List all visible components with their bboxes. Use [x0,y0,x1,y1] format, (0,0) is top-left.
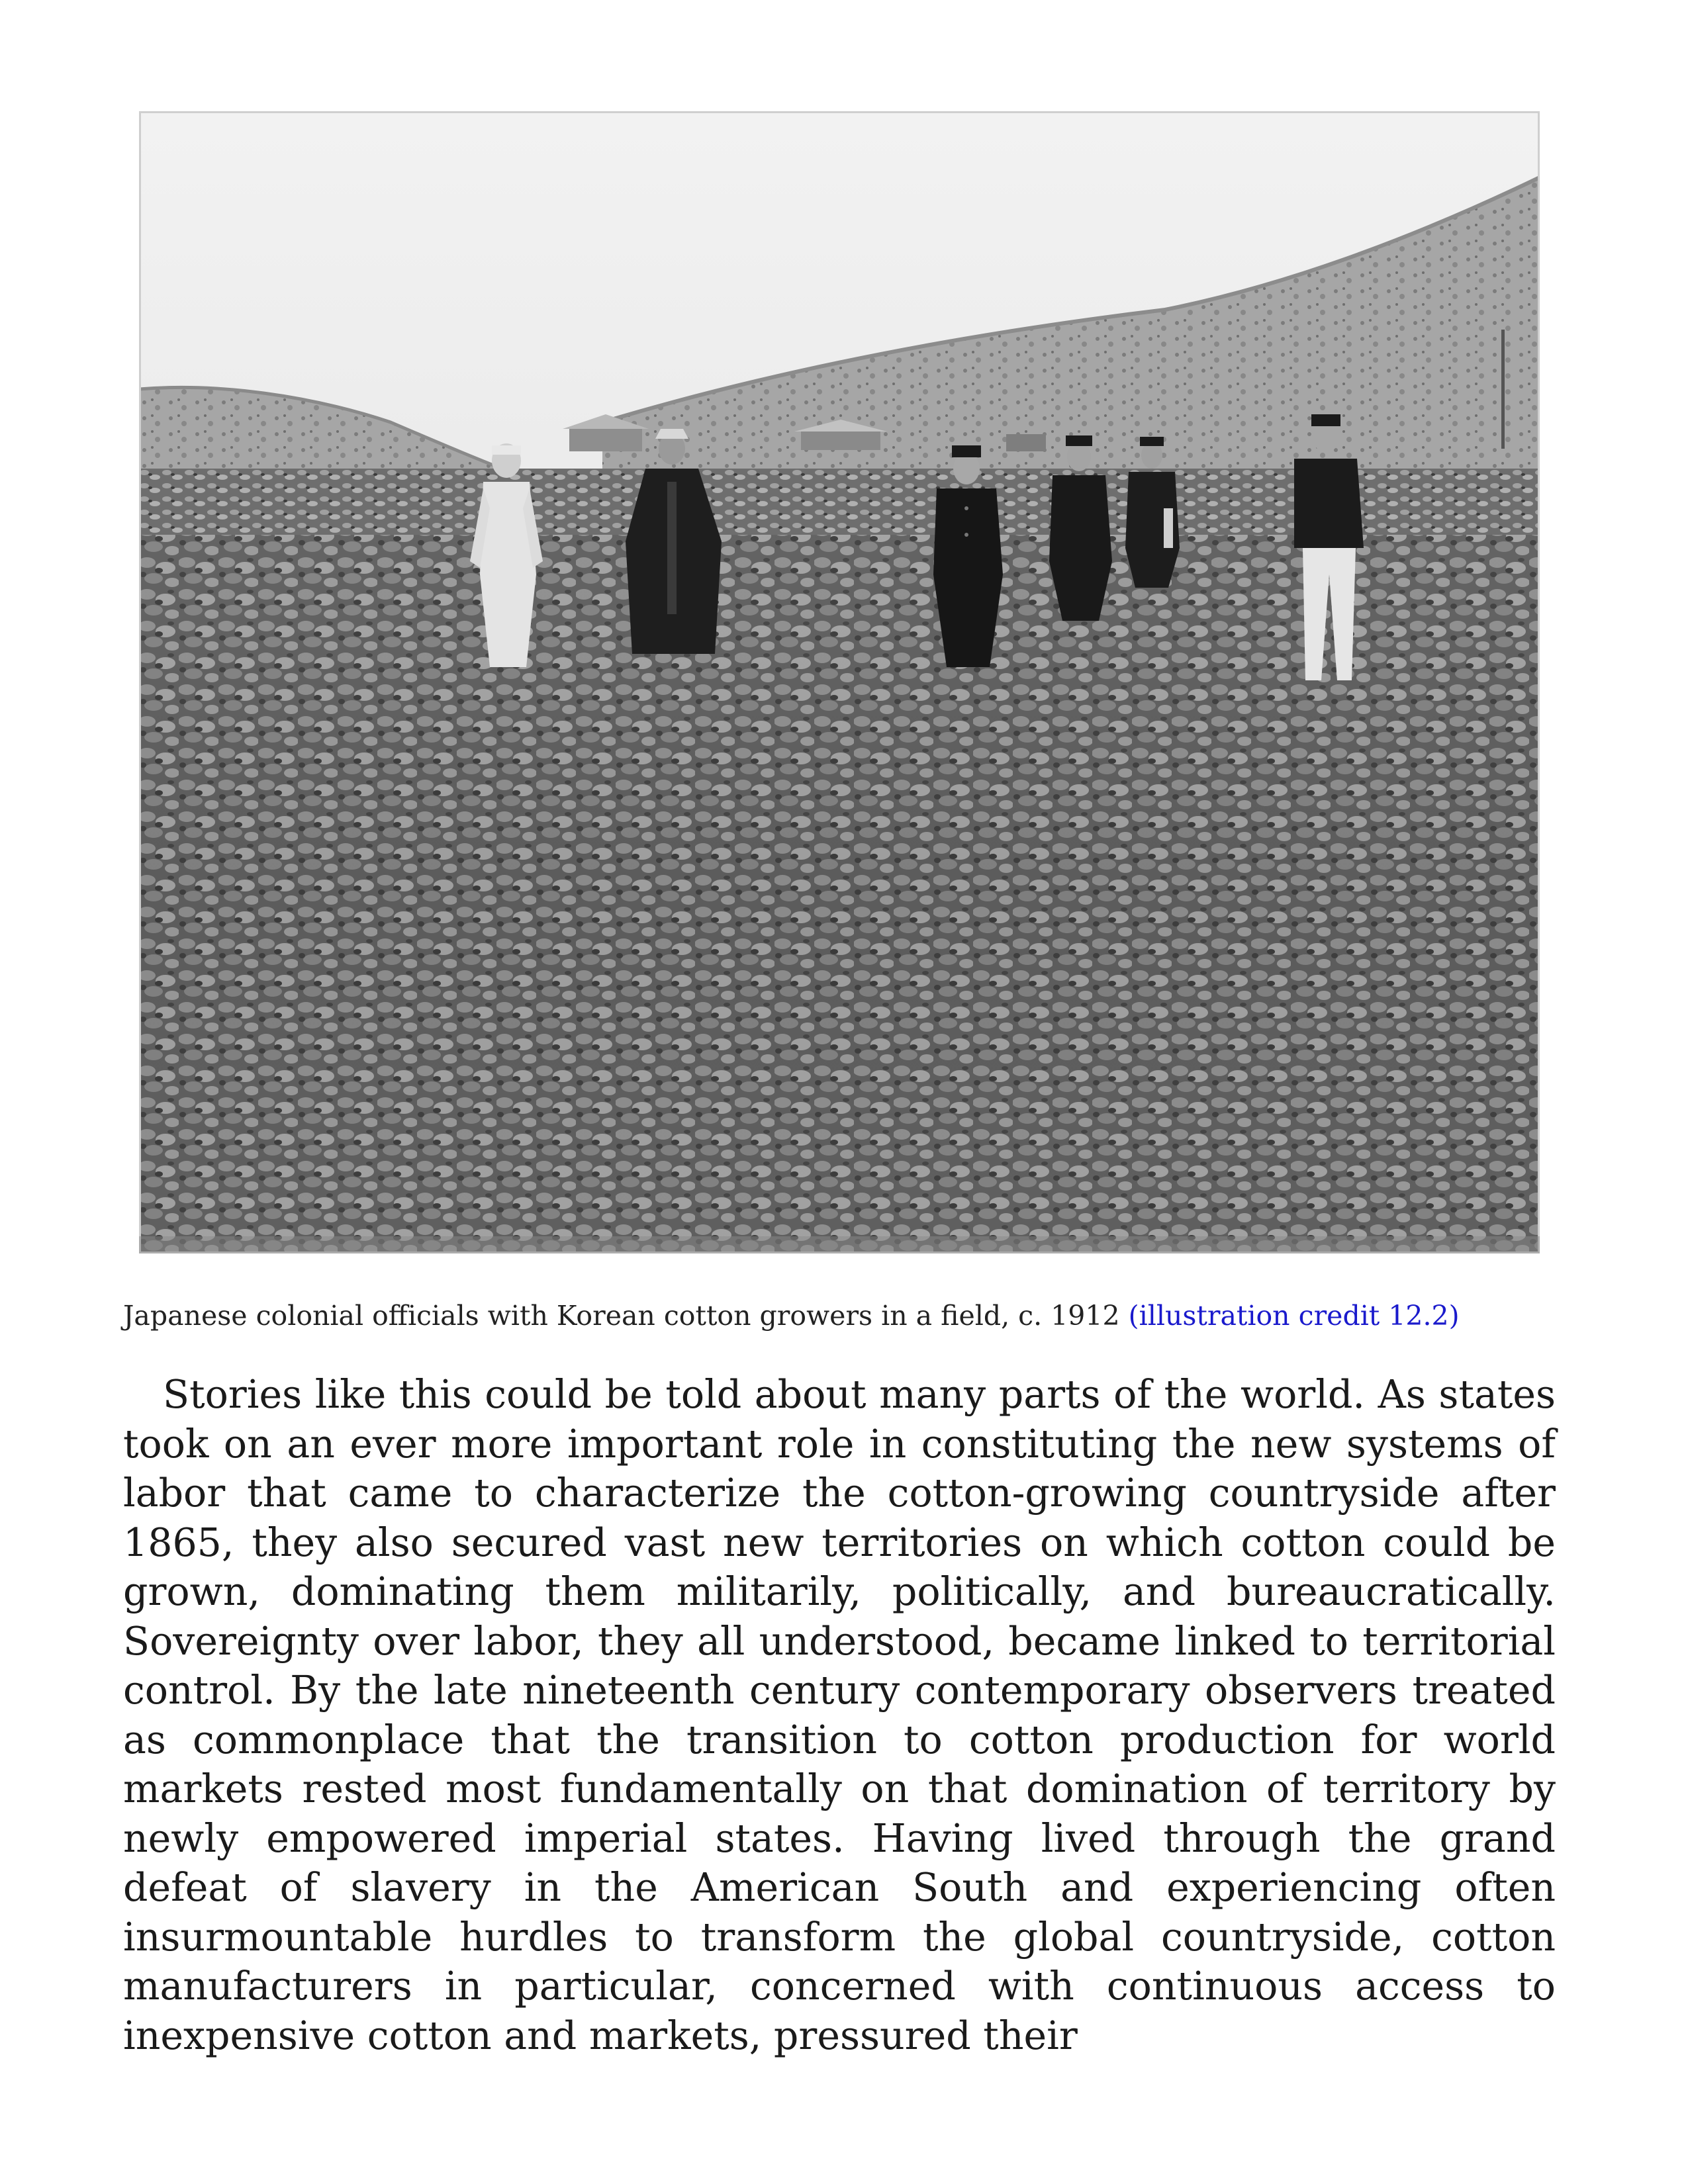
caption-text: Japanese colonial officials with Korean cotton growers in a field, c. 1912 [123,1300,1120,1332]
illustration-credit-link[interactable]: (illustration credit 12.2) [1128,1300,1460,1332]
historical-photograph [139,111,1540,1253]
cotton-field-photo [139,111,1540,1253]
figure-caption [123,1297,1566,1334]
body-paragraph: Stories like this could be told about many parts of the world. As states took on an ever more important role in constituting the new systems of labor that came to characterize the cotton-growing countryside after 1865, they also secured vast new territories on which cotton could be grown, dominating them militarily, politically, and bureaucratically. Sovereignty over labor, they all understood, became linked to territorial control. By the late nineteenth century contemporary observers treated as commonplace that the transition to cotton production for world markets rested most fundamentally on that domination of territory by newly empowered imperial states. Having lived through the grand defeat of slavery in the American South and experiencing often insurmountable hurdles to transform the global countryside, cotton manufacturers in particular, concerned with continuous access to inexpensive cotton and markets, pressured their [123,1372,1556,2058]
